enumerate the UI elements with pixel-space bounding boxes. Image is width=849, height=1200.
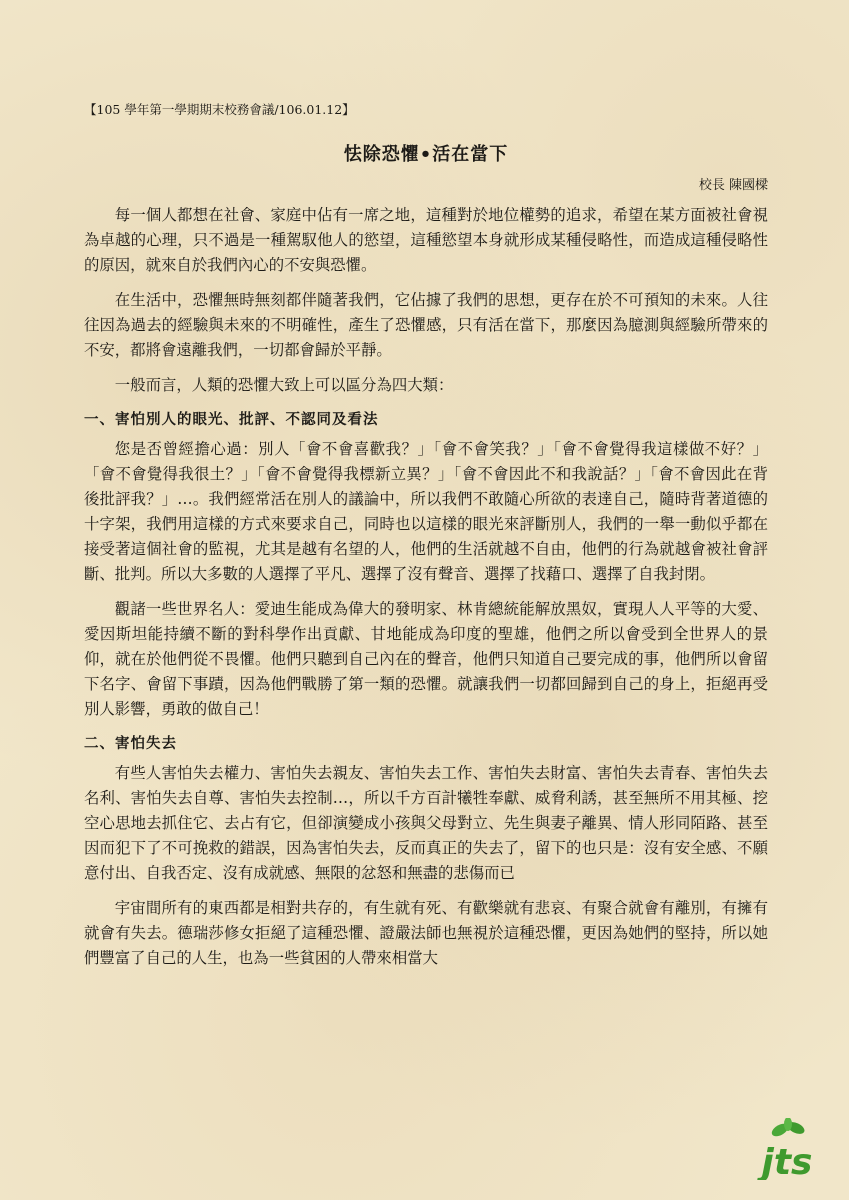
section-heading-1: 一、害怕別人的眼光、批評、不認同及看法 (84, 411, 379, 428)
section2-paragraph: 有些人害怕失去權力、害怕失去親友、害怕失去工作、害怕失去財富、害怕失去青春、害怕失去名利、害怕失去自尊、害怕失去控制…，所以千方百計犧牲奉獻、威脅利誘，甚至無所不用其極、挖空心思地去抓住它、去占有它，但卻演變成小孩與父母對立、先生與妻子離異、情人形同陌路、甚至因而犯下了不可挽救的錯誤，因為害怕失去，反而真正的失去了，留下的也只是：沒有安全感、不願意付出、自我否定、沒有成就感、無限的忿怒和無盡的悲傷而已 (84, 764, 768, 882)
jts-logo (748, 1118, 826, 1180)
section2-paragraph: 宇宙間所有的東西都是相對共存的，有生就有死、有歡樂就有悲哀、有聚合就會有離別，有擁有就會有失去。德瑞莎修女拒絕了這種恐懼、證嚴法師也無視於這種恐懼，更因為她們的堅持，所以她們豐富了自己的人生，也為一些貧困的人帶來相當大 (84, 899, 768, 967)
intro-paragraph: 每一個人都想在社會、家庭中佔有一席之地，這種對於地位權勢的追求，希望在某方面被社會視為卓越的心理，只不過是一種駕馭他人的慾望，這種慾望本身就形成某種侵略性，而造成這種侵略性的原因，就來自於我們內心的不安與恐懼。 (84, 206, 768, 274)
section-heading-2: 二、害怕失去 (84, 735, 177, 752)
author-line: 校長 陳國樑 (698, 178, 768, 193)
page-title: 怯除恐懼•活在當下 (343, 144, 509, 165)
intro-paragraph: 在生活中，恐懼無時無刻都伴隨著我們，它佔據了我們的思想，更存在於不可預知的未來。人往往因為過去的經驗與未來的不明確性，產生了恐懼感，只有活在當下，那麼因為臆測與經驗所帶來的不安，都將會遠離我們，一切都會歸於平靜。 (84, 291, 768, 359)
section1-paragraph: 觀諸一些世界名人：愛迪生能成為偉大的發明家、林肯總統能解放黑奴，實現人人平等的大愛、愛因斯坦能持續不斷的對科學作出貢獻、甘地能成為印度的聖雄，他們之所以會受到全世界人的景仰，就在於他們從不畏懼。他們只聽到自己內在的聲音，他們只知道自己要完成的事，他們所以會留下名字、會留下事蹟，因為他們戰勝了第一類的恐懼。就讓我們一切都回歸到自己的身上，拒絕再受別人影響，勇敢的做自己！ (84, 600, 768, 718)
section1-paragraph: 您是否曾經擔心過：別人「會不會喜歡我？」「會不會笑我？」「會不會覺得我這樣做不好？」「會不會覺得我很土？」「會不會覺得我標新立異？」「會不會因此不和我說話？」「會不會因此在背後批評我？」…。我們經常活在別人的議論中，所以我們不敢隨心所欲的表達自己，隨時背著道德的十字架，我們用這樣的方式來要求自己，同時也以這樣的眼光來評斷別人，我們的一舉一動似乎都在接受著這個社會的監視，尤其是越有名望的人，他們的生活就越不自由，他們的行為就越會被社會評斷、批判。所以大多數的人選擇了平凡、選擇了沒有聲音、選擇了找藉口、選擇了自我封閉。 (84, 440, 768, 583)
document-page (84, 100, 768, 981)
intro-paragraph: 一般而言，人類的恐懼大致上可以區分為四大類： (114, 376, 454, 394)
svg-text:jts: jts (761, 1142, 813, 1180)
meeting-note: 【105 學年第一學期期末校務會議/106.01.12】 (84, 102, 355, 117)
